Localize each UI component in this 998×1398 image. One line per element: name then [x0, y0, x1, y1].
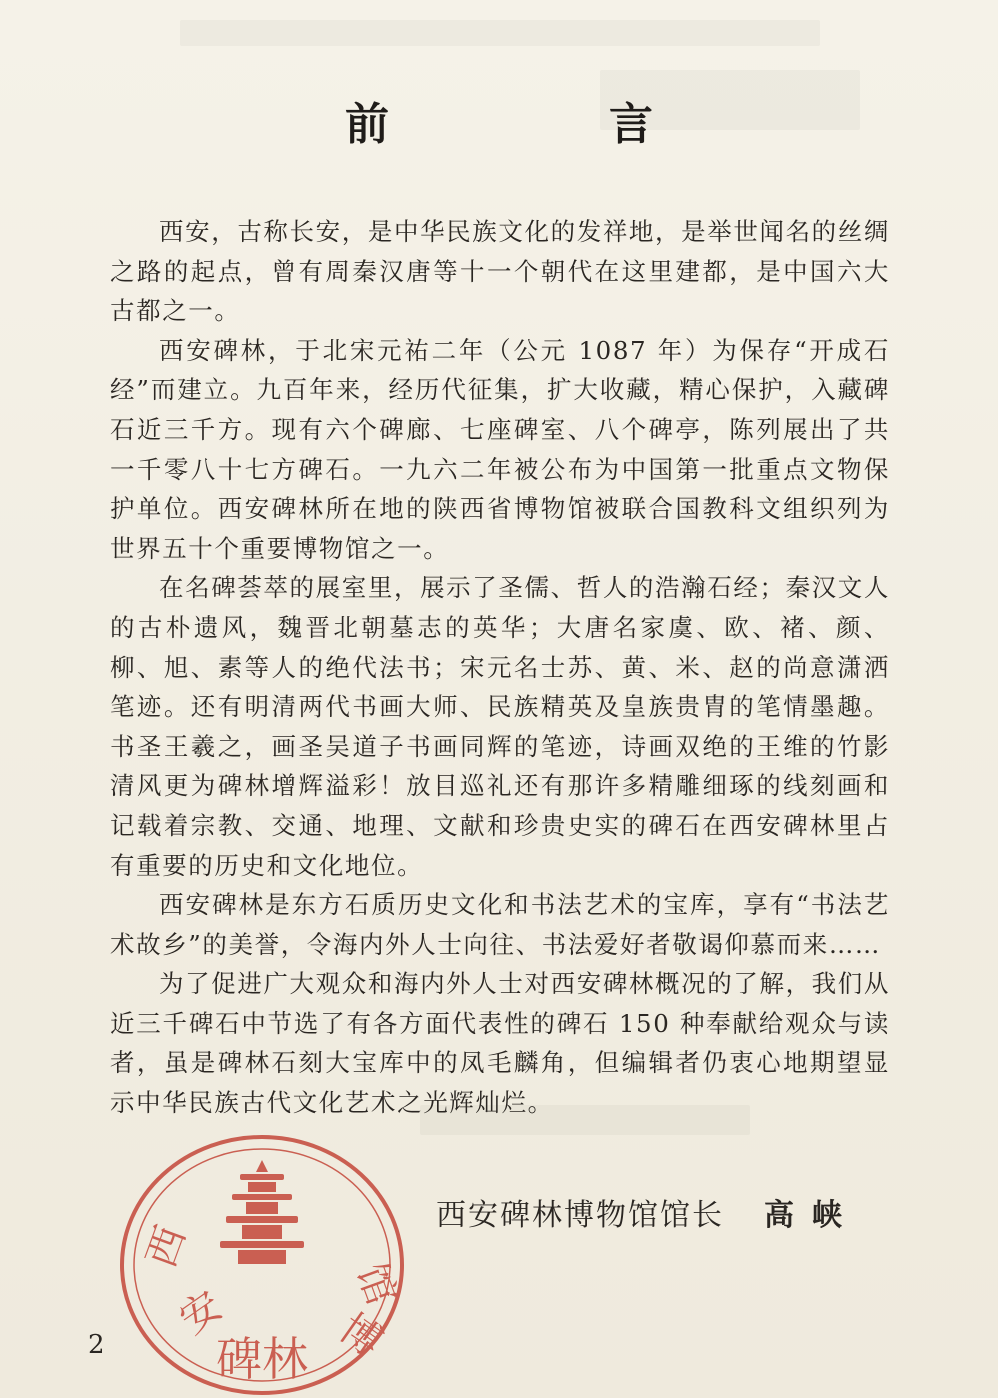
signature-line — [436, 1190, 860, 1234]
bleed-through-shadow — [180, 20, 820, 46]
museum-seal-stamp — [112, 1120, 412, 1398]
svg-text:西: 西 — [138, 1220, 196, 1274]
paragraph-3: 在名碑荟萃的展室里，展示了圣儒、哲人的浩瀚石经；秦汉文人的古朴遗风，魏晋北朝墓志的英华；大唐名家虞、欧、褚、颜、柳、旭、素等人的绝代法书；宋元名士苏、黄、米、赵的尚意潇洒笔迹。还有明清两代书画大师、民族精英及皇族贵胄的笔情墨趣。书圣王羲之，画圣吴道子书画同辉的笔迹，诗画双绝的王维的竹影清风更为碑林增辉溢彩！放目巡礼还有那许多精雕细琢的线刻画和记载着宗教、交通、地理、文献和珍贵史实的碑石在西安碑林里占有重要的历史和文化地位。 — [110, 573, 890, 880]
svg-text:博: 博 — [331, 1305, 391, 1367]
paragraph-2: 西安碑林，于北宋元祐二年（公元 1087 年）为保存“开成石经”而建立。九百年来，经历代征集，扩大收藏，精心保护，入藏碑石近三千方。现有六个碑廊、七座碑室、八个碑亭，陈列展出了共一千零八十七方碑石。一九六二年被公布为中国第一批重点文物保护单位。西安碑林所在地的陕西省博物馆被联合国教科文组织列为世界五十个重要博物馆之一。 — [110, 335, 890, 563]
signature-name: 高峡 — [764, 1198, 860, 1233]
page-number: 2 — [88, 1330, 105, 1360]
page-title: 前 言 — [345, 99, 741, 150]
svg-text:安: 安 — [171, 1282, 231, 1344]
seal-text: 碑林 — [216, 1332, 308, 1386]
paragraph-4: 西安碑林是东方石质历史文化和书法艺术的宝库，享有“书法艺术故乡”的美誉，令海内外人士向往、书法爱好者敬谒仰慕而来…… — [110, 890, 890, 959]
paragraph-1: 西安，古称长安，是中华民族文化的发祥地，是举世闻名的丝绸之路的起点，曾有周秦汉唐等十一个朝代在这里建都，是中国六大古都之一。 — [110, 217, 890, 326]
svg-text:馆: 馆 — [347, 1257, 405, 1312]
signature-organization: 西安碑林博物馆馆长 — [436, 1198, 724, 1233]
preface-body — [110, 212, 890, 1123]
paragraph-5: 为了促进广大观众和海内外人士对西安碑林概况的了解，我们从近三千碑石中节选了有各方面代表性的碑石 150 种奉献给观众与读者，虽是碑林石刻大宝库中的凤毛麟角，但编辑者仍衷心地期望显示中华民族古代文化艺术之光辉灿烂。 — [110, 969, 890, 1118]
